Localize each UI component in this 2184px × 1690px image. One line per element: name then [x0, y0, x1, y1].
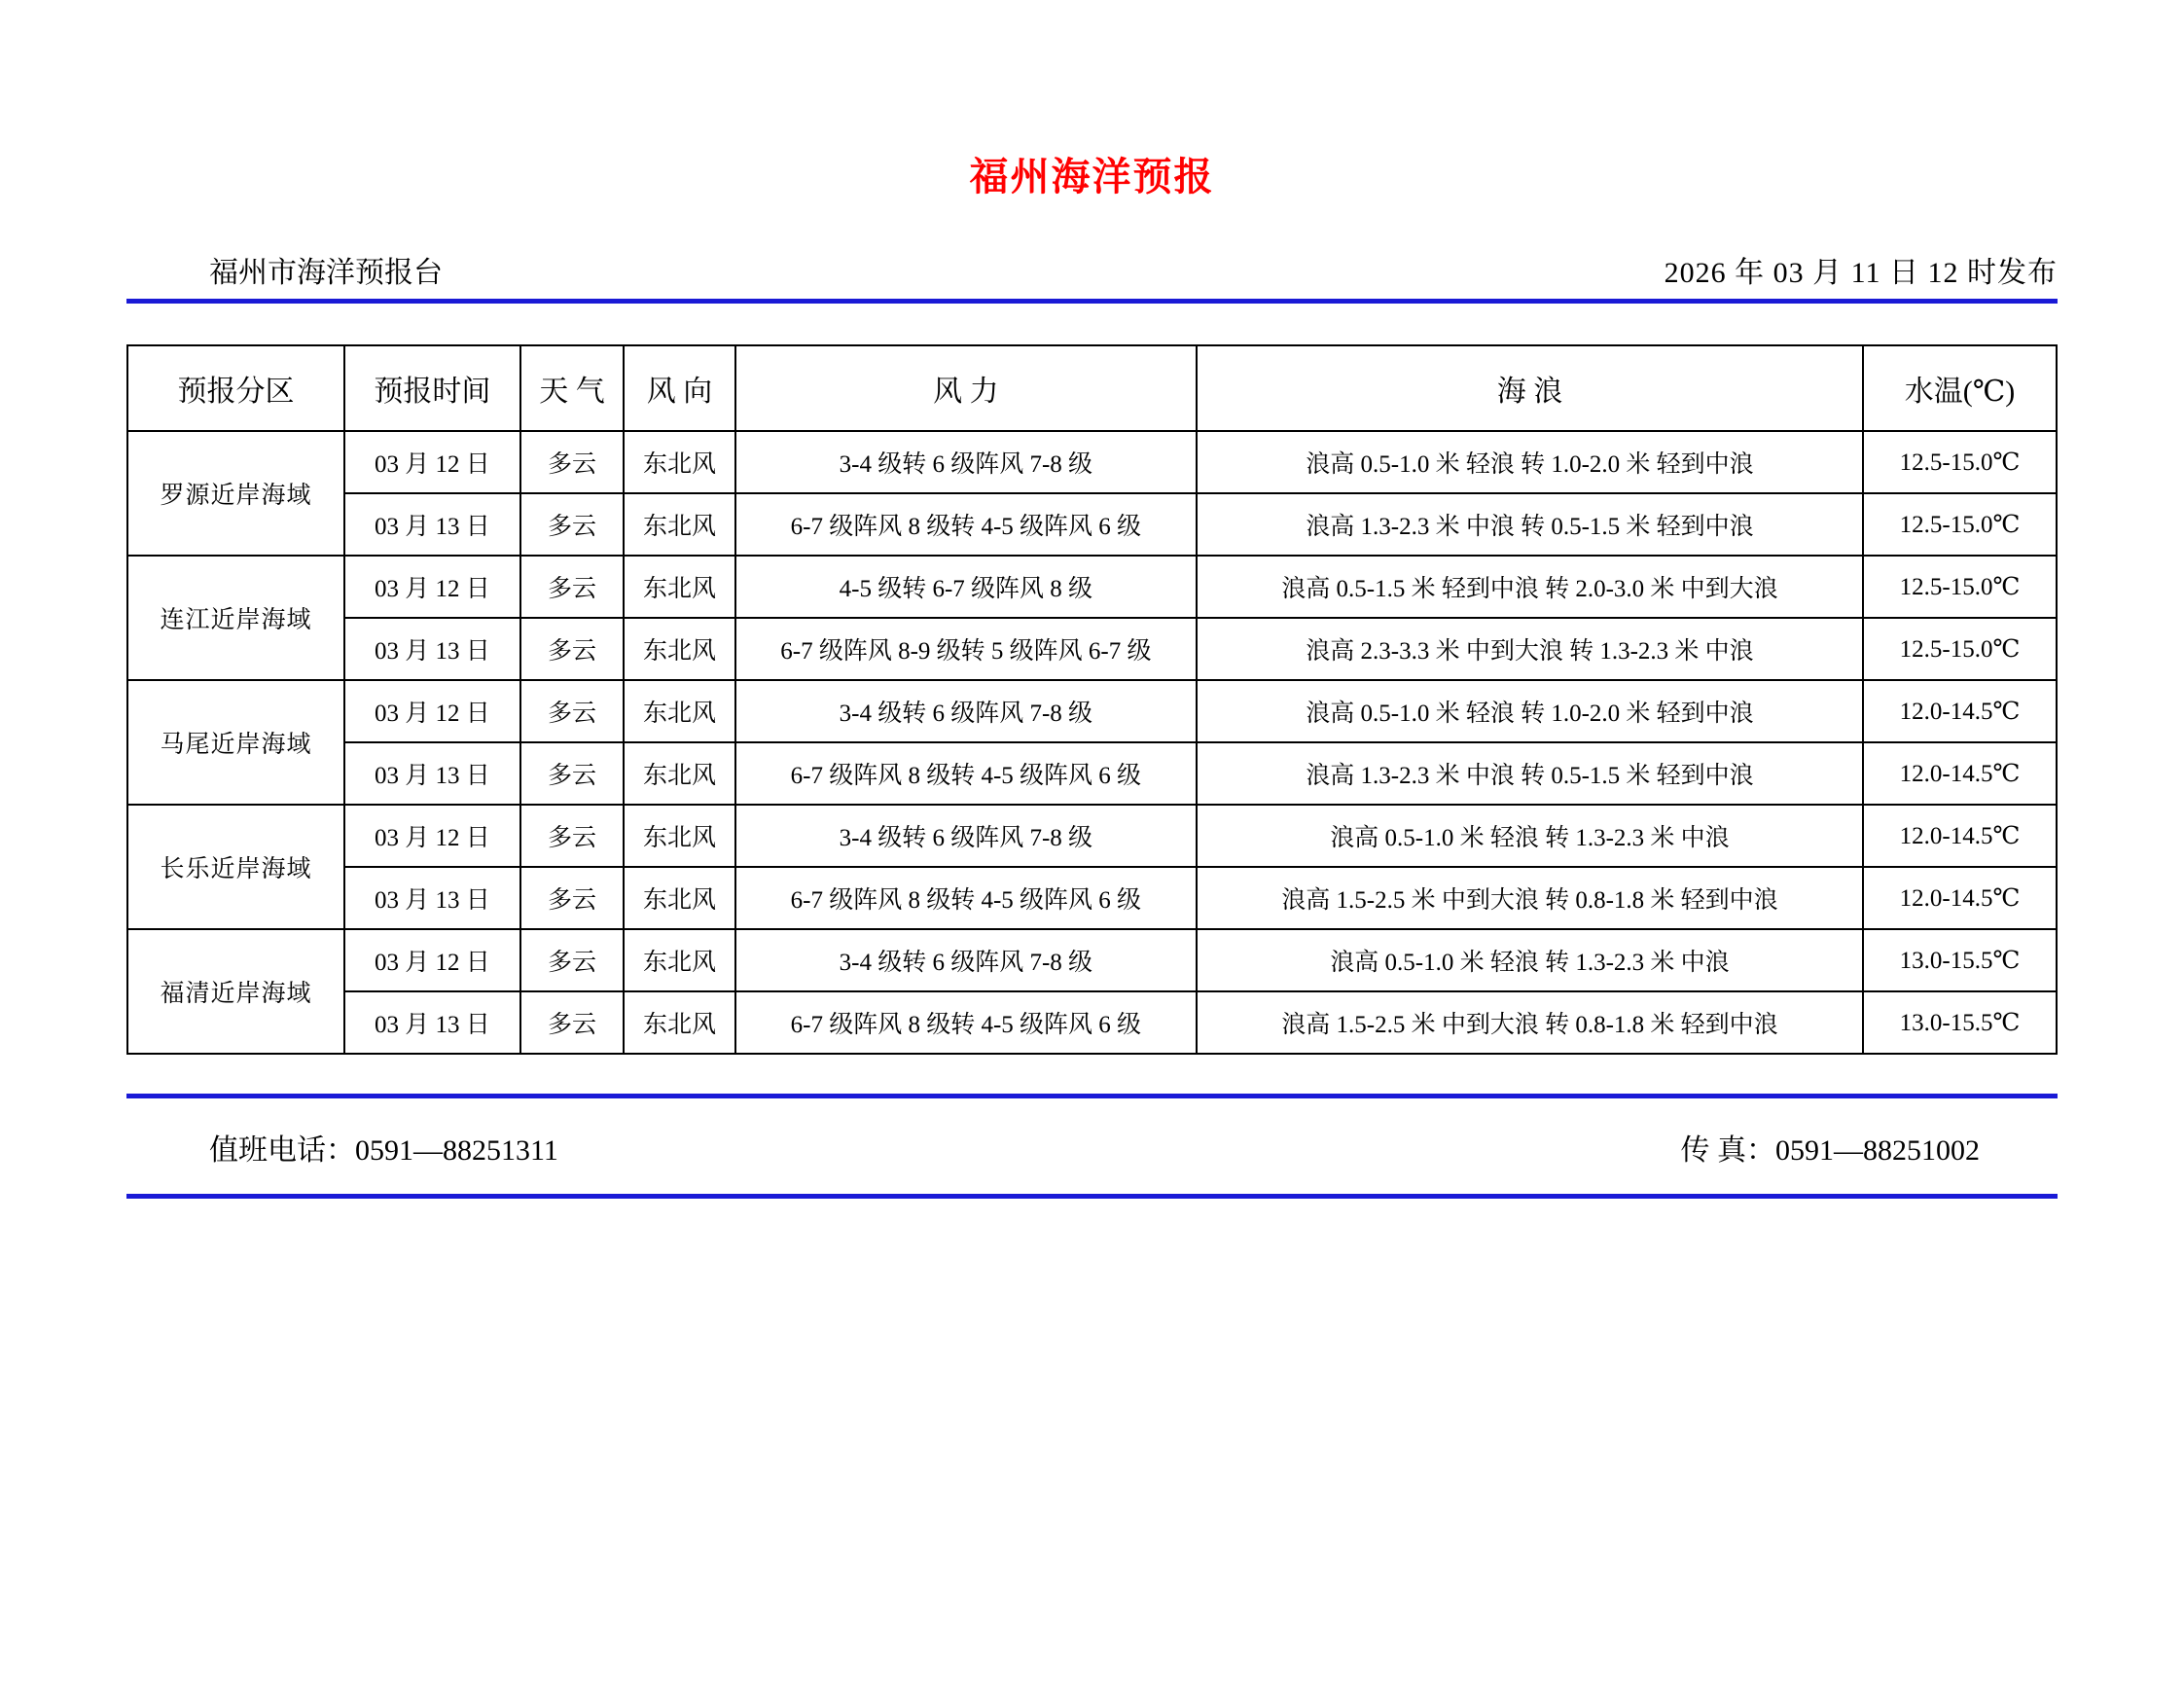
header-water-temp: 水温(℃): [1863, 345, 2057, 431]
wind-direction: 东北风: [624, 929, 735, 991]
wind-direction: 东北风: [624, 493, 735, 556]
weather: 多云: [520, 929, 624, 991]
header-zone: 预报分区: [127, 345, 344, 431]
table-row: [127, 929, 2057, 991]
wind-force: 6-7 级阵风 8 级转 4-5 级阵风 6 级: [735, 493, 1197, 556]
wind-force: 4-5 级转 6-7 级阵风 8 级: [735, 556, 1197, 618]
header-wind-dir: 风 向: [624, 345, 735, 431]
wind-direction: 东北风: [624, 742, 735, 805]
table-row: [127, 742, 2057, 805]
wave-info: 浪高 0.5-1.0 米 轻浪 转 1.0-2.0 米 轻到中浪: [1197, 680, 1863, 742]
wind-force: 6-7 级阵风 8 级转 4-5 级阵风 6 级: [735, 991, 1197, 1054]
forecast-time: 03 月 13 日: [344, 493, 520, 556]
weather: 多云: [520, 991, 624, 1054]
table-row: [127, 867, 2057, 929]
zone-name: 罗源近岸海域: [127, 431, 344, 556]
duty-phone-label: 值班电话：0591—88251311: [209, 1134, 558, 1167]
forecast-time: 03 月 12 日: [344, 556, 520, 618]
forecast-table-wrapper: [126, 344, 2058, 1055]
wind-force: 3-4 级转 6 级阵风 7-8 级: [735, 929, 1197, 991]
wind-force: 6-7 级阵风 8 级转 4-5 级阵风 6 级: [735, 742, 1197, 805]
header-time: 预报时间: [344, 345, 520, 431]
zone-name: 马尾近岸海域: [127, 680, 344, 805]
document-meta: [209, 248, 2058, 291]
water-temp: 12.5-15.0℃: [1863, 493, 2057, 556]
table-row: [127, 680, 2057, 742]
divider-top: [126, 299, 2058, 304]
divider-bottom: [126, 1194, 2058, 1199]
wind-force: 6-7 级阵风 8 级转 4-5 级阵风 6 级: [735, 867, 1197, 929]
weather: 多云: [520, 493, 624, 556]
table-row: [127, 991, 2057, 1054]
table-row: [127, 431, 2057, 493]
wind-force: 3-4 级转 6 级阵风 7-8 级: [735, 680, 1197, 742]
forecast-time: 03 月 13 日: [344, 867, 520, 929]
divider-middle: [126, 1094, 2058, 1098]
water-temp: 12.0-14.5℃: [1863, 805, 2057, 867]
page-title: 福州海洋预报: [969, 155, 1215, 198]
document-page: [0, 146, 2184, 1690]
header-wave: 海 浪: [1197, 345, 1863, 431]
table-row: [127, 556, 2057, 618]
zone-name: 连江近岸海域: [127, 556, 344, 680]
wave-info: 浪高 0.5-1.0 米 轻浪 转 1.3-2.3 米 中浪: [1197, 805, 1863, 867]
zone-name: 福清近岸海域: [127, 929, 344, 1054]
issue-time-label: 2026 年 03 月 11 日 12 时发布: [1664, 257, 2058, 289]
header-weather: 天 气: [520, 345, 624, 431]
wind-force: 3-4 级转 6 级阵风 7-8 级: [735, 431, 1197, 493]
wind-direction: 东北风: [624, 556, 735, 618]
water-temp: 12.5-15.0℃: [1863, 431, 2057, 493]
weather: 多云: [520, 867, 624, 929]
table-row: [127, 493, 2057, 556]
weather: 多云: [520, 431, 624, 493]
water-temp: 12.5-15.0℃: [1863, 556, 2057, 618]
header-wind-force: 风 力: [735, 345, 1197, 431]
table-row: [127, 805, 2057, 867]
wind-force: 3-4 级转 6 级阵风 7-8 级: [735, 805, 1197, 867]
water-temp: 12.0-14.5℃: [1863, 742, 2057, 805]
wave-info: 浪高 1.5-2.5 米 中到大浪 转 0.8-1.8 米 轻到中浪: [1197, 867, 1863, 929]
wave-info: 浪高 0.5-1.0 米 轻浪 转 1.0-2.0 米 轻到中浪: [1197, 431, 1863, 493]
forecast-time: 03 月 12 日: [344, 805, 520, 867]
forecast-time: 03 月 13 日: [344, 742, 520, 805]
wind-direction: 东北风: [624, 805, 735, 867]
wind-force: 6-7 级阵风 8-9 级转 5 级阵风 6-7 级: [735, 618, 1197, 680]
wind-direction: 东北风: [624, 618, 735, 680]
water-temp: 13.0-15.5℃: [1863, 991, 2057, 1054]
fax-label: 传 真：0591—88251002: [1680, 1134, 1980, 1167]
water-temp: 12.5-15.0℃: [1863, 618, 2057, 680]
table-row: [127, 618, 2057, 680]
document-footer: [209, 1126, 2058, 1169]
forecast-time: 03 月 12 日: [344, 431, 520, 493]
weather: 多云: [520, 680, 624, 742]
wave-info: 浪高 1.5-2.5 米 中到大浪 转 0.8-1.8 米 轻到中浪: [1197, 991, 1863, 1054]
wave-info: 浪高 1.3-2.3 米 中浪 转 0.5-1.5 米 轻到中浪: [1197, 742, 1863, 805]
forecast-time: 03 月 12 日: [344, 680, 520, 742]
water-temp: 12.0-14.5℃: [1863, 680, 2057, 742]
wave-info: 浪高 2.3-3.3 米 中到大浪 转 1.3-2.3 米 中浪: [1197, 618, 1863, 680]
issuer-label: 福州市海洋预报台: [209, 257, 443, 289]
forecast-time: 03 月 12 日: [344, 929, 520, 991]
weather: 多云: [520, 742, 624, 805]
zone-name: 长乐近岸海域: [127, 805, 344, 929]
forecast-time: 03 月 13 日: [344, 618, 520, 680]
forecast-table: [126, 344, 2058, 1055]
weather: 多云: [520, 556, 624, 618]
wind-direction: 东北风: [624, 431, 735, 493]
water-temp: 12.0-14.5℃: [1863, 867, 2057, 929]
forecast-table-body: [127, 431, 2057, 1054]
weather: 多云: [520, 805, 624, 867]
wind-direction: 东北风: [624, 867, 735, 929]
weather: 多云: [520, 618, 624, 680]
wave-info: 浪高 0.5-1.5 米 轻到中浪 转 2.0-3.0 米 中到大浪: [1197, 556, 1863, 618]
wind-direction: 东北风: [624, 680, 735, 742]
wave-info: 浪高 0.5-1.0 米 轻浪 转 1.3-2.3 米 中浪: [1197, 929, 1863, 991]
wave-info: 浪高 1.3-2.3 米 中浪 转 0.5-1.5 米 轻到中浪: [1197, 493, 1863, 556]
wind-direction: 东北风: [624, 991, 735, 1054]
water-temp: 13.0-15.5℃: [1863, 929, 2057, 991]
forecast-time: 03 月 13 日: [344, 991, 520, 1054]
table-header-row: [127, 345, 2057, 431]
